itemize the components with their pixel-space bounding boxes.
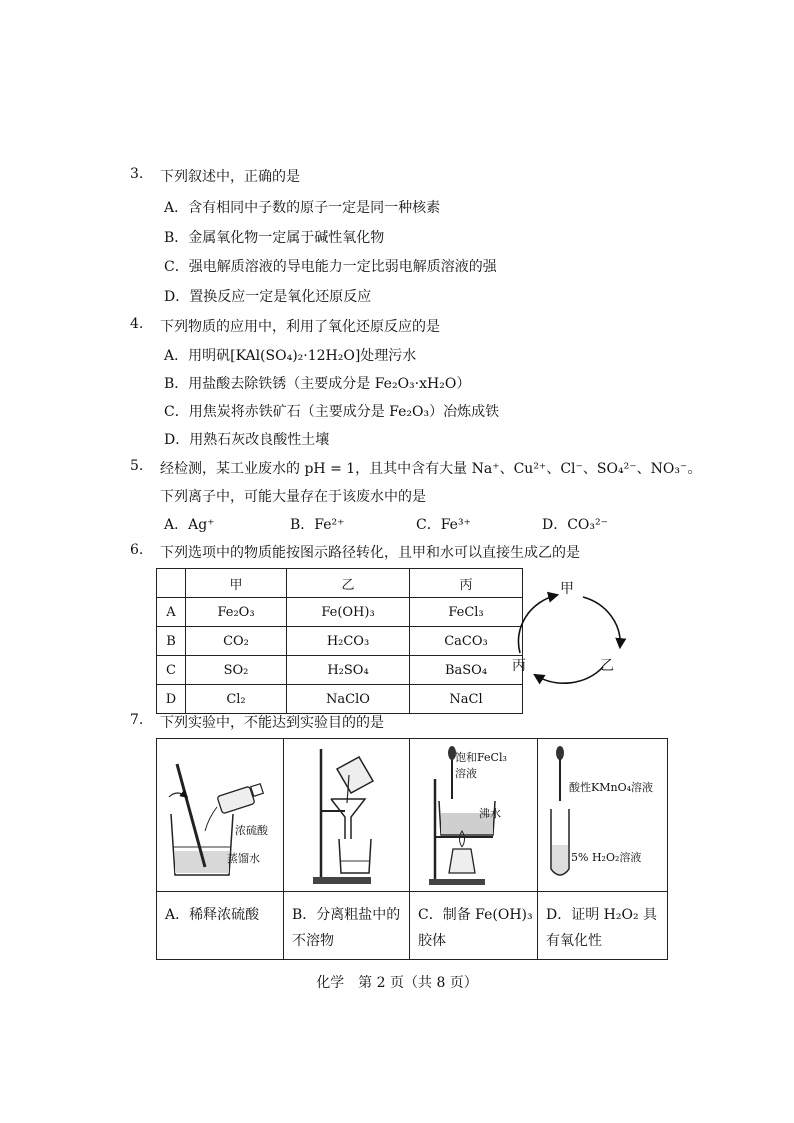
table-header-cell	[157, 569, 186, 598]
q5-option-d: D．CO₃²⁻	[542, 517, 609, 533]
table-cell: CO₂	[186, 627, 287, 656]
label-conc-acid: 浓硫酸	[235, 824, 268, 837]
exp-d-figure	[537, 739, 667, 891]
caption-line: 不溶物	[292, 933, 334, 949]
label-fecl3: 饱和FeCl₃	[455, 751, 507, 764]
q6-number: 6.	[130, 542, 144, 558]
table-row	[157, 627, 523, 656]
caption-line: 胶体	[418, 933, 446, 949]
filtration-setup-icon	[283, 739, 409, 891]
exp-b-caption	[284, 891, 410, 959]
q4-stem: 下列物质的应用中，利用了氧化还原反应的是	[160, 319, 440, 335]
table-cell: Fe₂O₃	[186, 598, 287, 627]
table-cell: A	[157, 598, 186, 627]
q7-stem: 下列实验中，不能达到实验目的的是	[160, 715, 384, 731]
caption-line: C．制备 Fe(OH)₃	[418, 907, 533, 923]
table-header-cell: 丙	[410, 569, 523, 598]
table-row	[157, 656, 523, 685]
q3-stem: 下列叙述中，正确的是	[160, 169, 300, 185]
table-cell: D	[157, 685, 186, 714]
label-solution: 溶液	[455, 767, 477, 780]
label-distilled-water: 蒸馏水	[227, 852, 260, 865]
table-cell: H₂CO₃	[287, 627, 410, 656]
table-cell: H₂SO₄	[287, 656, 410, 685]
table-cell: FeCl₃	[410, 598, 523, 627]
caption-line: B．分离粗盐中的	[292, 907, 401, 923]
exp-b-figure	[283, 739, 410, 891]
test-tube-icon	[537, 739, 667, 891]
cycle-arrow-left-top	[518, 595, 557, 653]
table-header-cell: 乙	[287, 569, 410, 598]
q4-option-d: D．用熟石灰改良酸性土壤	[164, 432, 330, 448]
table-cell: NaClO	[287, 685, 410, 714]
q5-stem-line1: 经检测，某工业废水的 pH = 1，且其中含有大量 Na⁺、Cu²⁺、Cl⁻、SO₄²⁻、NO₃⁻。	[160, 461, 702, 477]
q4-option-c: C．用焦炭将赤铁矿石（主要成分是 Fe₂O₃）冶炼成铁	[164, 404, 500, 420]
q3-option-b: B．金属氧化物一定属于碱性氧化物	[164, 230, 385, 246]
cycle-arrow-top-right	[583, 597, 620, 647]
caption-line: 有氧化性	[546, 933, 602, 949]
q6-table	[156, 568, 523, 714]
table-row	[157, 598, 523, 627]
beaker-acid-icon	[157, 739, 283, 891]
exp-a-caption	[157, 891, 284, 959]
table-cell: CaCO₃	[410, 627, 523, 656]
cycle-label-bing: 丙	[512, 658, 526, 674]
label-kmno4: 酸性KMnO₄溶液	[569, 781, 653, 794]
q3-option-a: A．含有相同中子数的原子一定是同一种核素	[164, 200, 441, 216]
cycle-label-yi: 乙	[600, 658, 614, 674]
q5-number: 5.	[130, 458, 144, 474]
q3-number: 3.	[130, 166, 144, 182]
q6-stem: 下列选项中的物质能按图示路径转化，且甲和水可以直接生成乙的是	[160, 545, 580, 561]
exp-c-caption	[410, 891, 538, 959]
cycle-label-jia: 甲	[560, 581, 574, 597]
q5-option-b: B．Fe²⁺	[290, 517, 345, 533]
caption-line: D．证明 H₂O₂ 具	[546, 907, 658, 923]
q3-option-d: D．置换反应一定是氧化还原反应	[164, 289, 372, 305]
exp-d-caption	[538, 891, 667, 959]
cycle-arrow-bottom	[535, 667, 603, 683]
table-cell: B	[157, 627, 186, 656]
label-h2o2: 5% H₂O₂溶液	[571, 851, 642, 864]
q7-number: 7.	[130, 712, 144, 728]
table-cell: BaSO₄	[410, 656, 523, 685]
table-row	[157, 685, 523, 714]
page-footer: 化学 第 2 页（共 8 页）	[316, 975, 478, 991]
caption-line: A．稀释浓硫酸	[165, 907, 260, 923]
table-cell: Fe(OH)₃	[287, 598, 410, 627]
table-cell: C	[157, 656, 186, 685]
table-header-cell: 甲	[186, 569, 287, 598]
exp-c-figure	[409, 739, 538, 891]
label-boiling-water: 沸水	[479, 807, 501, 820]
q3-option-c: C．强电解质溶液的导电能力一定比弱电解质溶液的强	[164, 259, 497, 275]
q5-option-a: A．Ag⁺	[164, 517, 215, 533]
table-row	[157, 569, 523, 598]
table-cell: SO₂	[186, 656, 287, 685]
q4-option-a: A．用明矾[KAl(SO₄)₂·12H₂O]处理污水	[164, 348, 417, 364]
q7-experiment-table	[156, 738, 668, 960]
table-cell: Cl₂	[186, 685, 287, 714]
q4-number: 4.	[130, 316, 144, 332]
exp-a-figure	[157, 739, 284, 891]
q5-stem-line2: 下列离子中，可能大量存在于该废水中的是	[160, 489, 426, 505]
q4-option-b: B．用盐酸去除铁锈（主要成分是 Fe₂O₃·xH₂O）	[164, 376, 471, 392]
q5-option-c: C．Fe³⁺	[416, 517, 471, 533]
table-cell: NaCl	[410, 685, 523, 714]
